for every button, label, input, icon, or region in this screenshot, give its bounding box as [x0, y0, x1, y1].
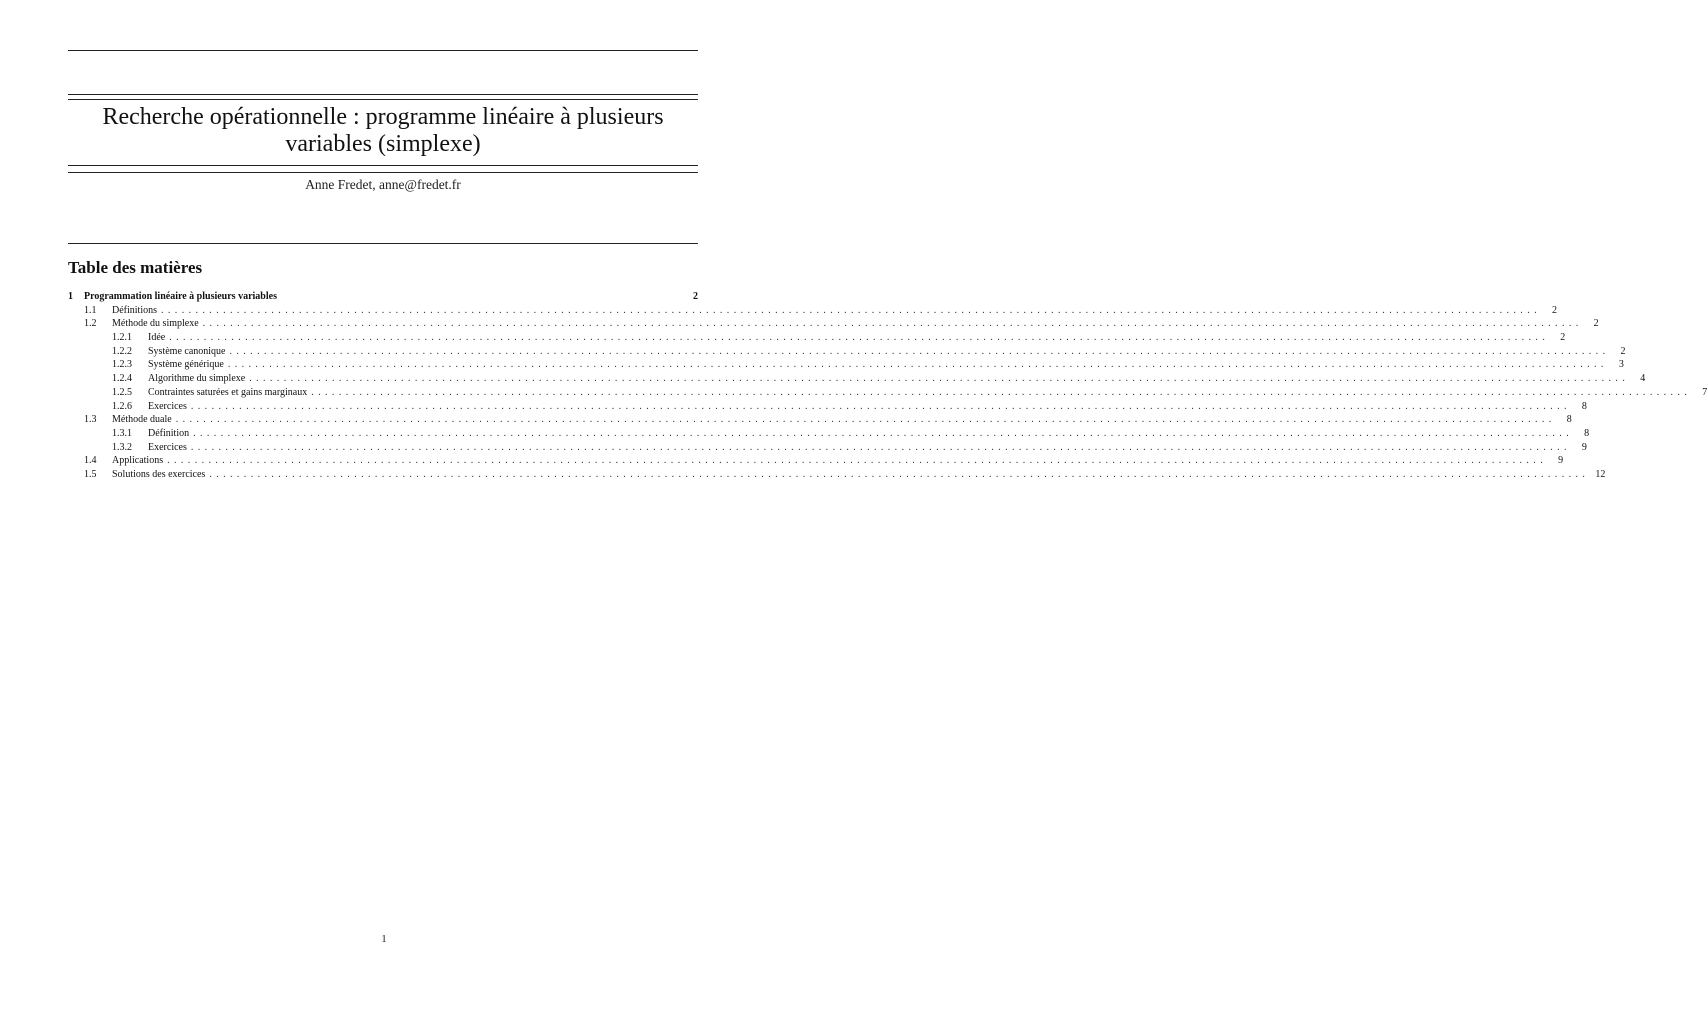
toc-entry-label: Système canonique	[148, 345, 226, 357]
toc-entry-number: 1.3	[84, 414, 97, 426]
toc-heading: Table des matières	[68, 258, 203, 277]
title-rule-upper-2	[68, 99, 698, 100]
toc-dot-leader: ........................................................................................................................................................................................................	[202, 318, 1583, 330]
toc-dot-leader: ........................................................................................................................................................................................................	[229, 345, 1610, 357]
toc-entry-number: 1.3.1	[112, 427, 132, 439]
toc-entry-number: 1.3.2	[112, 441, 132, 453]
toc-entry-number: 1.2	[84, 318, 97, 330]
toc-entry[interactable]	[68, 372, 1646, 386]
toc-dot-leader: ........................................................................................................................................................................................................	[190, 441, 1571, 453]
top-rule	[68, 50, 698, 51]
toc-entry[interactable]	[68, 413, 1572, 427]
toc-dot-leader: ........................................................................................................................................................................................................	[209, 468, 1590, 480]
table-of-contents	[68, 290, 1707, 482]
toc-entry-number: 1	[68, 291, 73, 302]
page-number: 1	[381, 933, 387, 945]
toc-entry[interactable]	[68, 304, 1557, 318]
toc-entry[interactable]	[68, 427, 1590, 441]
toc-entry-number: 1.2.5	[112, 386, 132, 398]
toc-entry-label: Programmation linéaire à plusieurs variables	[84, 291, 277, 302]
toc-dot-leader: ........................................................................................................................................................................................................	[227, 359, 1608, 371]
toc-entry-label: Exercices	[148, 400, 187, 412]
toc-entry-page: 8	[1566, 414, 1572, 426]
toc-entry-number: 1.2.1	[112, 332, 132, 344]
toc-entry-label: Idée	[148, 332, 166, 344]
toc-dot-leader: ........................................................................................................................................................................................................	[190, 400, 1571, 412]
toc-entry-label: Algorithme du simplexe	[148, 373, 246, 385]
toc-entry-number: 1.5	[84, 468, 97, 480]
toc-entry-number: 1.2.3	[112, 359, 132, 371]
toc-entry-label: Définitions	[112, 304, 157, 316]
toc-entry-number: 1.2.2	[112, 345, 132, 357]
toc-dot-leader: ........................................................................................................................................................................................................	[161, 304, 1541, 316]
toc-entry-page: 7	[1702, 386, 1707, 398]
toc-entry[interactable]	[68, 290, 698, 304]
toc-entry-number: 1.4	[84, 455, 97, 467]
title-rule-lower-2	[68, 172, 698, 173]
toc-entry-label: Contraintes saturées et gains marginaux	[148, 386, 308, 398]
toc-entry-number: 1.1	[84, 304, 97, 316]
toc-entry-number: 1.2.6	[112, 400, 132, 412]
toc-dot-leader: ........................................................................................................................................................................................................	[311, 386, 1692, 398]
toc-entry-label: Méthode duale	[112, 414, 172, 426]
toc-dot-leader: ........................................................................................................................................................................................................	[193, 427, 1574, 439]
toc-entry-label: Solutions des exercices	[112, 468, 206, 480]
toc-entry-page: 2	[1593, 318, 1599, 330]
title-rule-lower-1	[68, 165, 698, 166]
toc-entry[interactable]	[68, 468, 1606, 482]
toc-entry-page: 12	[1595, 468, 1606, 480]
toc-entry-label: Méthode du simplexe	[112, 318, 199, 330]
toc-entry-page: 9	[1581, 441, 1587, 453]
toc-entry-page: 4	[1640, 373, 1646, 385]
toc-entry-label: Système générique	[148, 359, 224, 371]
toc-entry-label: Définition	[148, 427, 190, 439]
title-line-2: variables (simplexe)	[285, 131, 481, 157]
title-line-1: Recherche opérationnelle : programme linéaire à plusieurs	[102, 104, 664, 130]
toc-entry[interactable]	[68, 454, 1564, 468]
toc-entry-label: Applications	[112, 455, 164, 467]
toc-entry[interactable]	[68, 358, 1624, 372]
toc-entry-number: 1.2.4	[112, 373, 132, 385]
toc-dot-leader: ........................................................................................................................................................................................................	[167, 455, 1548, 467]
toc-entry[interactable]	[68, 345, 1626, 359]
toc-entry-page: 8	[1584, 427, 1590, 439]
toc-entry[interactable]	[68, 331, 1566, 345]
toc-entry-page: 9	[1558, 455, 1564, 467]
toc-entry-page: 2	[1552, 304, 1557, 316]
toc-dot-leader: ........................................................................................................................................................................................................	[249, 373, 1630, 385]
document-title	[68, 104, 698, 158]
header-bottom-rule	[68, 243, 698, 244]
toc-entry-page: 2	[693, 291, 698, 302]
toc-entry[interactable]	[68, 386, 1707, 400]
toc-dot-leader: ........................................................................................................................................................................................................	[169, 332, 1550, 344]
toc-entry[interactable]	[68, 317, 1599, 331]
toc-entry-page: 3	[1618, 359, 1624, 371]
toc-dot-leader: ........................................................................................................................................................................................................	[175, 414, 1556, 426]
toc-entry-page: 2	[1560, 332, 1566, 344]
title-rule-upper-1	[68, 94, 698, 95]
toc-entry[interactable]	[68, 441, 1587, 455]
toc-entry[interactable]	[68, 400, 1587, 414]
toc-entry-page: 8	[1581, 400, 1587, 412]
toc-entry-page: 2	[1620, 345, 1626, 357]
author-line: Anne Fredet, anne@fredet.fr	[305, 177, 461, 192]
toc-entry-label: Exercices	[148, 441, 187, 453]
